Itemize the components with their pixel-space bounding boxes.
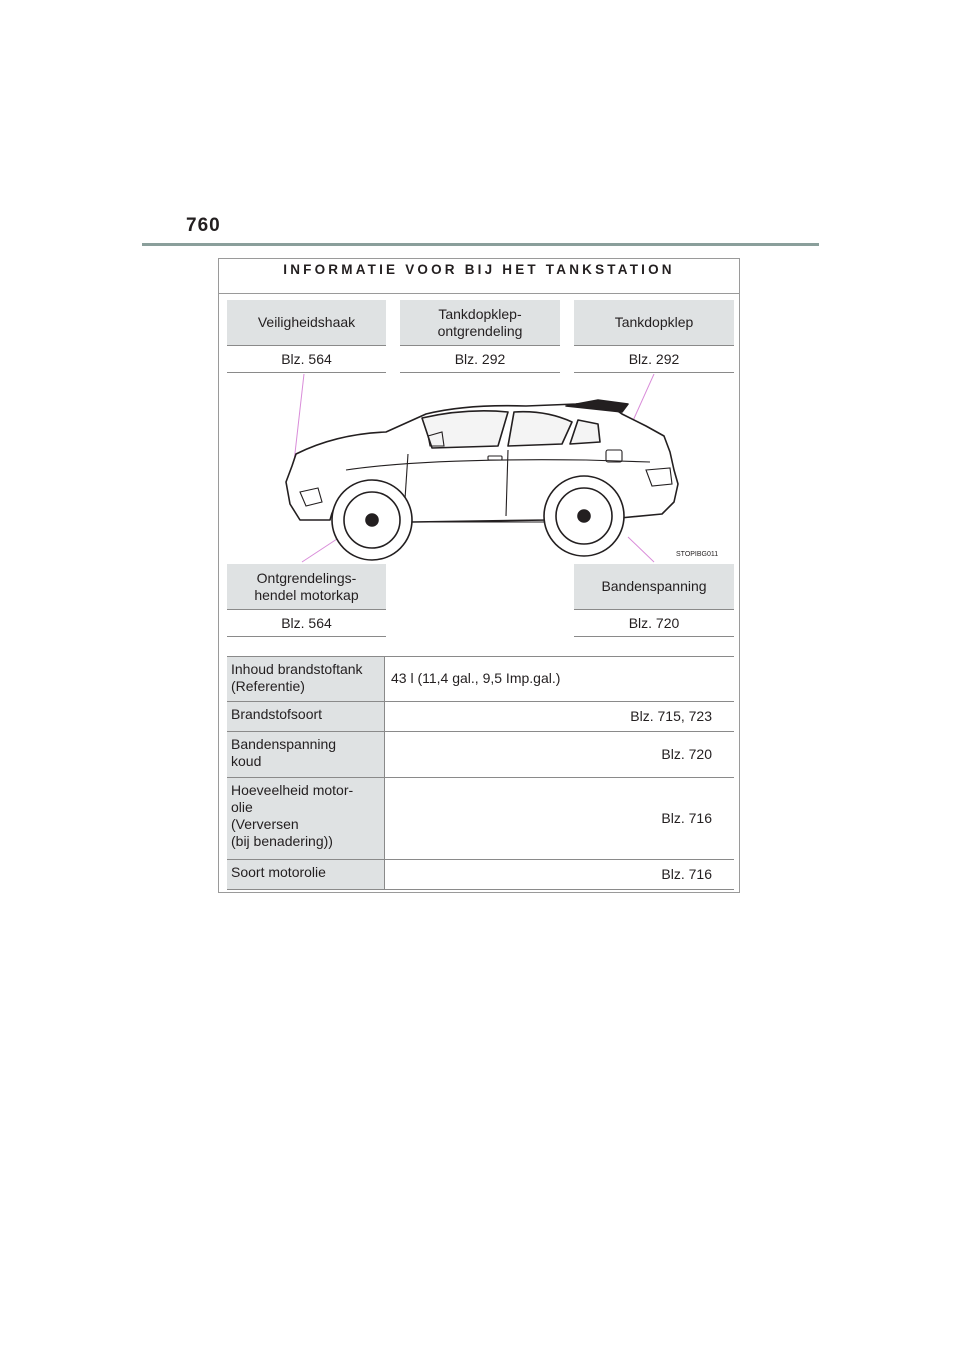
label-bandenspanning: Bandenspanning <box>574 564 734 610</box>
ref-tankdopklep-ontgrendeling: Blz. 292 <box>400 346 560 373</box>
table-row <box>227 778 734 860</box>
box-title: INFORMATIE VOOR BIJ HET TANKSTATION <box>283 262 675 277</box>
spec-value: 43 l (11,4 gal., 9,5 Imp.gal.) <box>391 670 561 686</box>
title-rule <box>218 293 740 294</box>
car-illustration <box>226 374 734 564</box>
label-tankdopklep: Tankdopklep <box>574 300 734 346</box>
spec-value: Blz. 716 <box>661 810 712 826</box>
spec-label: Brandstofsoort <box>227 702 385 731</box>
spec-value: Blz. 716 <box>661 866 712 882</box>
label-ontgrendelingshendel-motorkap: Ontgrendelings- hendel motorkap <box>227 564 386 610</box>
spec-value: Blz. 715, 723 <box>630 708 712 724</box>
header-rule <box>142 243 819 246</box>
table-row <box>227 657 734 702</box>
spec-label: Bandenspanning koud <box>227 732 385 777</box>
ref-bandenspanning: Blz. 720 <box>574 610 734 637</box>
spec-label: Soort motorolie <box>227 860 385 889</box>
spec-label: Hoeveelheid motor- olie (Verversen (bij benadering)) <box>227 778 385 859</box>
spec-label: Inhoud brandstoftank (Referentie) <box>227 657 385 701</box>
table-row <box>227 702 734 732</box>
ref-veiligheidshaak: Blz. 564 <box>227 346 386 373</box>
spec-table <box>227 656 734 890</box>
spec-value: Blz. 720 <box>661 746 712 762</box>
ref-ontgrendelingshendel-motorkap: Blz. 564 <box>227 610 386 637</box>
label-tankdopklep-ontgrendeling: Tankdopklep- ontgrendeling <box>400 300 560 346</box>
ref-tankdopklep: Blz. 292 <box>574 346 734 373</box>
page-number: 760 <box>186 215 221 236</box>
figure-code: STOPIBG011 <box>676 551 719 558</box>
label-veiligheidshaak: Veiligheidshaak <box>227 300 386 346</box>
table-row <box>227 860 734 890</box>
table-row <box>227 732 734 778</box>
